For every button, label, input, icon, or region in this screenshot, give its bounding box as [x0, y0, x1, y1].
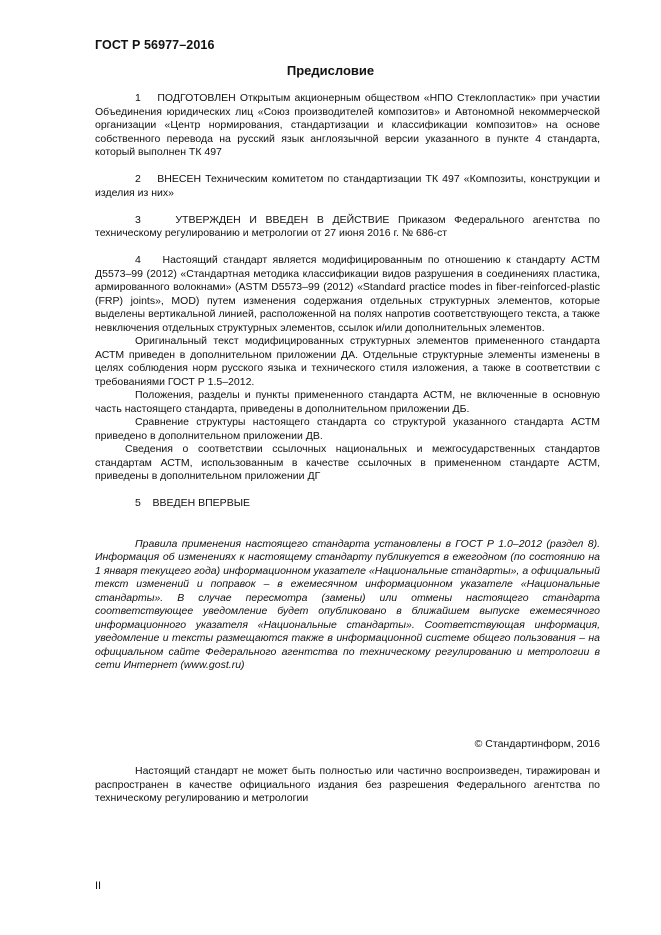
reproduction-notice-text: Настоящий стандарт не может быть полностью или частично воспроизведен, тиражирован и распространен в качестве официального издания без разрешения Федерального агентства по техническому регулированию и метрологии: [95, 765, 600, 804]
item-4-modification: 4 Настоящий стандарт является модифицированным по отношению к стандарту АСТМ Д5573–99 (2012) «Стандартная методика классификации видов разрушения в соединениях пластика, армированного волокнами» (ASTM D5573–99 (2012) «Standard practice modes in fiber-reinforced-plastic (FRP) joints», MOD) путем изменения содержания отдельных структурных элементов, которые выделены вертикальной линией, расположенной на полях напротив соответствующего текста, а также невключения отдельных структурных элементов, ссылок и/или дополнительных элементов.: [95, 254, 600, 334]
reproduction-notice: [95, 765, 600, 806]
copyright-line: © Стандартинформ, 2016: [474, 738, 600, 750]
item-5-first-introduced: 5 ВВЕДЕН ВПЕРВЫЕ: [135, 497, 250, 509]
page-title: Предисловие: [286, 63, 375, 78]
item-4-original-text: Оригинальный текст модифицированных структурных элементов примененного стандарта АСТМ приведен в дополнительном приложении ДА. Отдельные структурные элементы изменены в целях соблюдения норм русского языка и технического стиля изложения, а также в соответствии с требованиями ГОСТ Р 1.5–2012.: [95, 335, 600, 388]
document-header: ГОСТ Р 56977–2016: [95, 38, 215, 52]
item-3-approved: 3 УТВЕРЖДЕН И ВВЕДЕН В ДЕЙСТВИЕ Приказом Федерального агентства по техническому регулированию и метрологии от 27 июня 2016 г. № 686-ст: [95, 213, 600, 239]
item-4-comparison: Сравнение структуры настоящего стандарта со структурой указанного стандарта АСТМ приведено в дополнительном приложении ДВ.: [95, 416, 600, 442]
item-4-provisions: Положения, разделы и пункты примененного стандарта АСТМ, не включенные в основную часть настоящего стандарта, приведены в дополнительном приложении ДБ.: [95, 389, 600, 415]
page-number: II: [95, 880, 102, 892]
foreword-body: [95, 92, 600, 673]
rules-of-application-note: Правила применения настоящего стандарта установлены в ГОСТ Р 1.0–2012 (раздел 8). Информация об изменениях к настоящему стандарту публикуется в ежегодном (по состоянию на 1 января текущего года) информационном указателе «Национальные стандарты», а официальный текст изменений и поправок – в ежемесячном информационном указателе «Национальные стандарты». В случае пересмотра (замены) или отмены настоящего стандарта соответствующее уведомление будет опубликовано в ближайшем выпуске ежемесячного информационного указателя «Национальные стандарты». Соответствующая информация, уведомление и тексты размещаются также в информационной системе общего пользования – на официальном сайте Федерального агентства по техническому регулированию и метрологии в сети Интернет (www.gost.ru): [95, 537, 600, 671]
item-2-submitted: 2 ВНЕСЕН Техническим комитетом по стандартизации ТК 497 «Композиты, конструкции и изделия из них»: [95, 173, 600, 199]
item-1-prepared: 1 ПОДГОТОВЛЕН Открытым акционерным обществом «НПО Стеклопластик» при участии Объединения юридических лиц «Союз производителей композитов» и Автономной некоммерческой организации «Центр нормирования, стандартизации и классификации композитов» на основе собственного перевода на русский язык англоязычной версии указанного в пункте 4 стандарта, который выполнен ТК 497: [95, 92, 600, 158]
item-4-references: Сведения о соответствии ссылочных национальных и межгосударственных стандартов стандартам АСТМ, использованным в качестве ссылочных в примененном стандарте АСТМ, приведены в дополнительном приложении ДГ: [95, 443, 600, 482]
